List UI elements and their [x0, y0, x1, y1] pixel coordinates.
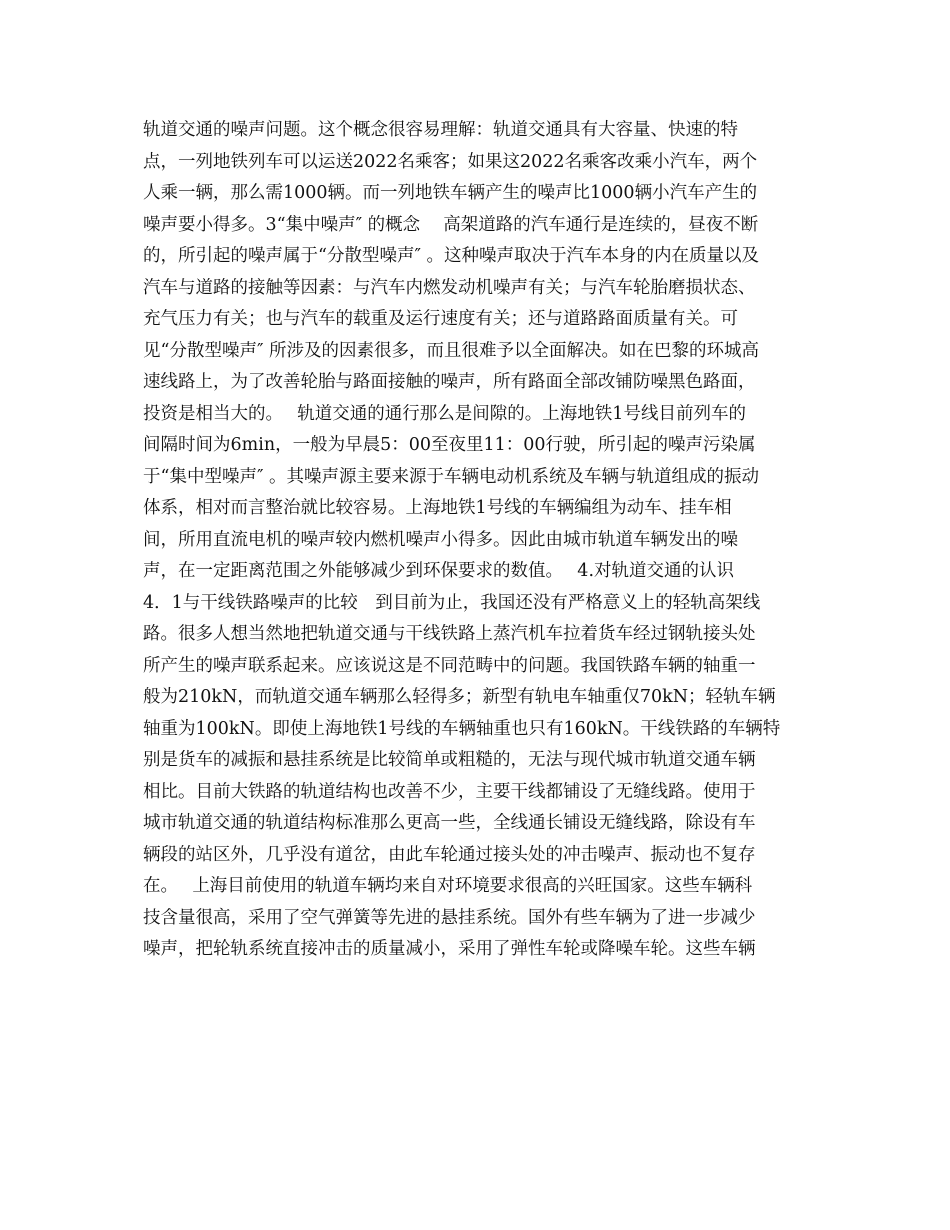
text-line: 见“分散型噪声″ 所涉及的因素很多，而且很难予以全面解决。如在巴黎的环城高 [143, 340, 760, 361]
text-line: 路。很多人想当然地把轨道交通与干线铁路上蒸汽机车拉着货车经过钢轨接头处 [143, 624, 756, 644]
text-line: 于“集中型噪声″ 。其噪声源主要来源于车辆电动机系统及车辆与轨道组成的振动 [143, 466, 760, 487]
text-line: 间隔时间为6min，一般为早晨5：00至夜里11：00行驶，所引起的噪声污染属 [143, 435, 756, 455]
text-line: 噪声，把轮轨系统直接冲击的质量减小，采用了弹性车轮或降噪车轮。这些车辆 [143, 939, 756, 959]
text-line: 的，所引起的噪声属于“分散型噪声″ 。这种噪声取决于汽车本身的内在质量以及 [143, 246, 760, 266]
text-line: 间，所用直流电机的噪声较内燃机噪声小得多。因此由城市轨道车辆发出的噪 [143, 529, 738, 550]
text-line: 人乘一辆，那么需1000辆。而一列地铁车辆产生的噪声比1000辆小汽车产生的 [143, 183, 758, 203]
text-line: 噪声要小得多。3“集中噪声″ 的概念 高架道路的汽车通行是连续的，昼夜不断 [143, 214, 759, 235]
text-line: 4．1与干线铁路噪声的比较 到目前为止，我国还没有严格意义上的轻轨高架线 [143, 592, 761, 613]
text-line: 速线路上，为了改善轮胎与路面接触的噪声，所有路面全部改铺防噪黑色路面， [143, 372, 756, 392]
text-line: 点，一列地铁列车可以运送2022名乘客；如果这2022名乘客改乘小汽车，两个 [143, 151, 758, 172]
text-line: 般为210kN，而轨道交通车辆那么轻得多；新型有轨电车轴重仅70kN；轻轨车辆 [143, 687, 776, 707]
text-line: 所产生的噪声联系起来。应该说这是不同范畴中的问题。我国铁路车辆的轴重一 [143, 655, 756, 676]
text-line: 投资是相当大的。 轨道交通的通行那么是间隙的。上海地铁1号线目前列车的 [143, 403, 746, 424]
text-line: 在。 上海目前使用的轨道车辆均来自对环境要求很高的兴旺国家。这些车辆科 [143, 876, 753, 896]
text-line: 充气压力有关；也与汽车的载重及运行速度有关；还与道路路面质量有关。可 [143, 309, 738, 329]
text-line: 汽车与道路的接触等因素：与汽车内燃发动机噪声有关；与汽车轮胎磨损状态、 [143, 277, 756, 298]
text-line: 轴重为100kN。即使上海地铁1号线的车辆轴重也只有160kN。干线铁路的车辆特 [143, 718, 781, 739]
text-line: 别是货车的减振和悬挂系统是比较简单或粗糙的，无法与现代城市轨道交通车辆 [143, 750, 756, 770]
text-line: 相比。目前大铁路的轨道结构也改善不少，主要干线都铺设了无缝线路。使用于 [143, 781, 756, 802]
text-line: 轨道交通的噪声问题。这个概念很容易理解：轨道交通具有大容量、快速的特 [143, 120, 738, 140]
text-line: 声，在一定距离范围之外能够减少到环保要求的数值。 4.对轨道交通的认识 [143, 561, 735, 581]
text-line: 城市轨道交通的轨道结构标准那么更高一些，全线通长铺设无缝线路，除设有车 [143, 813, 756, 833]
text-line: 技含量很高，采用了空气弹簧等先进的悬挂系统。国外有些车辆为了进一步减少 [143, 907, 756, 928]
text-line: 体系，相对而言整治就比较容易。上海地铁1号线的车辆编组为动车、挂车相 [143, 498, 732, 518]
body-text [143, 115, 833, 966]
text-line: 辆段的站区外，几乎没有道岔，由此车轮通过接头处的冲击噪声、振动也不复存 [143, 844, 756, 865]
